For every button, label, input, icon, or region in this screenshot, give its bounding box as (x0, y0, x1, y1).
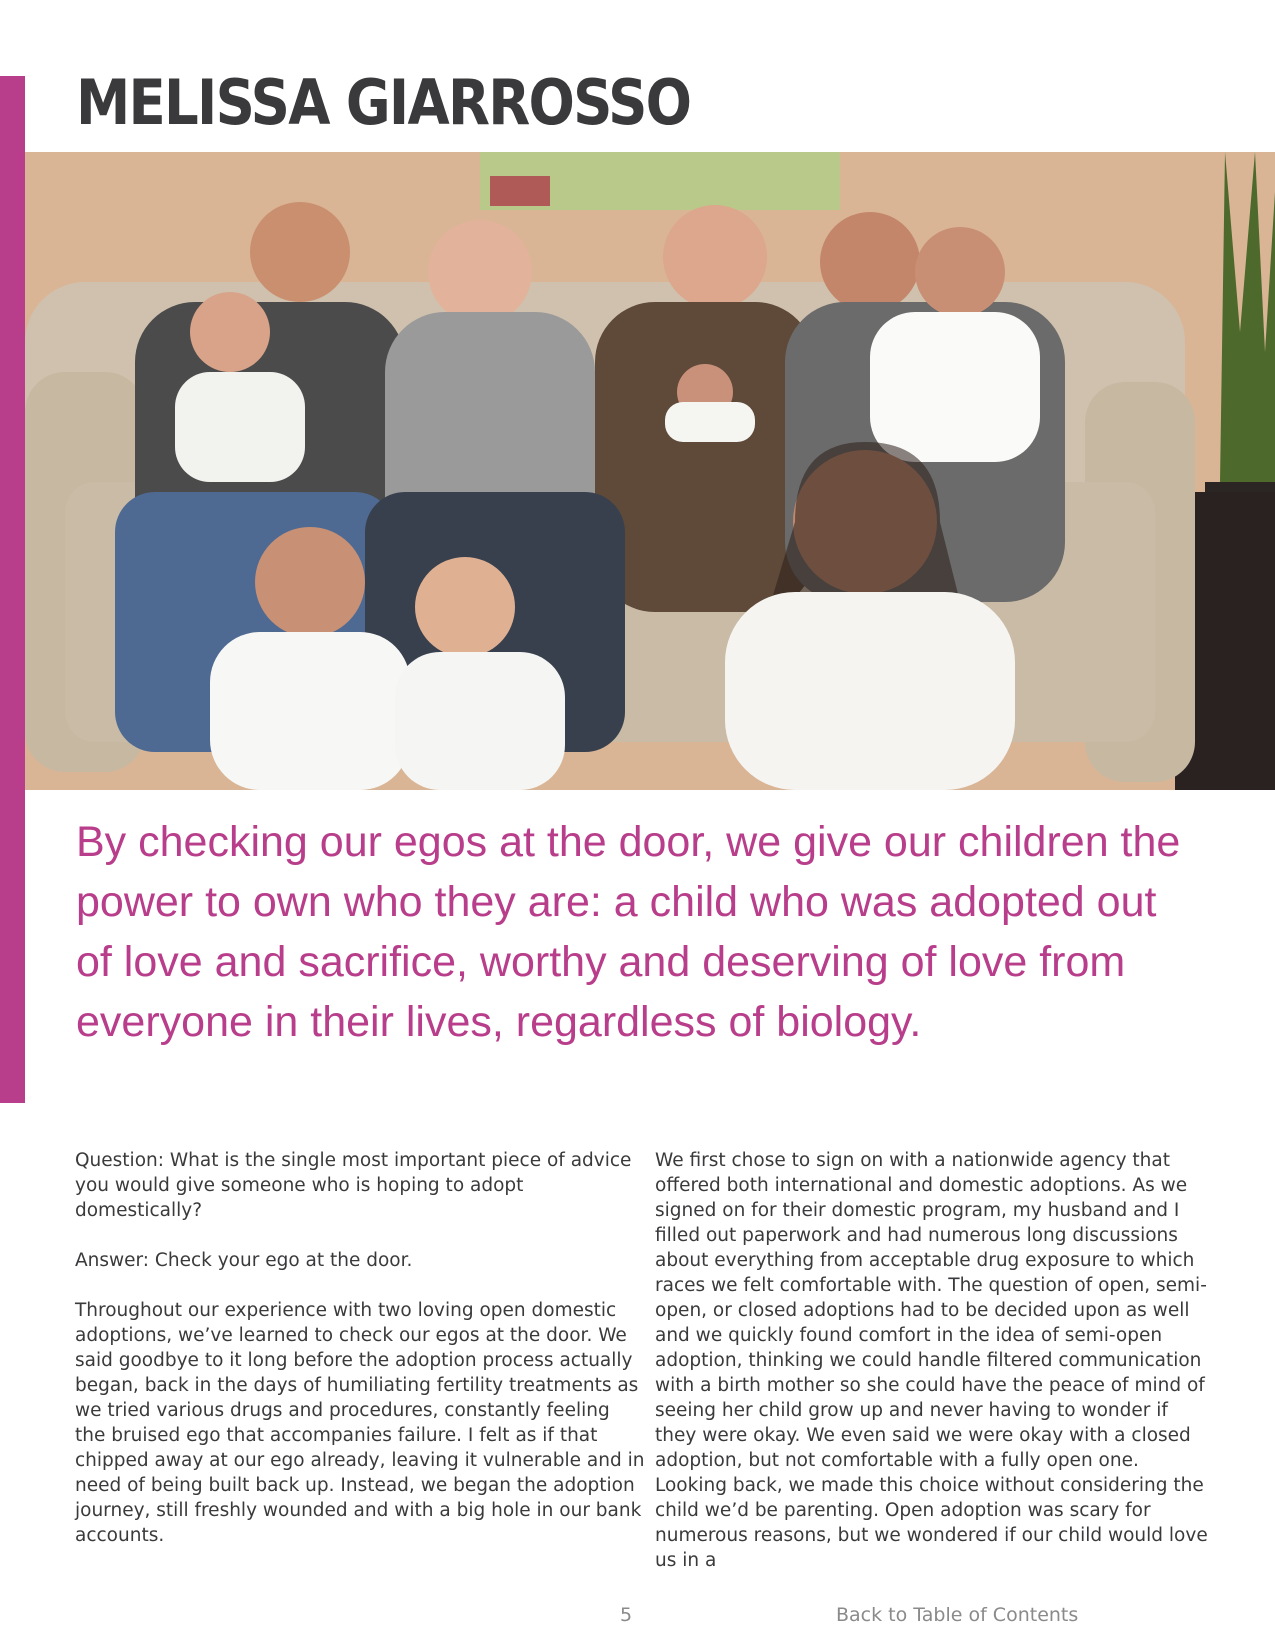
right-column (655, 1148, 1210, 1598)
left-body-paragraph: Throughout our experience with two loving open domestic adoptions, we’ve learned to check our egos at the door. We said goodbye to it long before the adoption process actually began, back in the days of humiliating fertility treatments as we tried various drugs and procedures, constantly feeling the bruised ego that accompanies failure. I felt as if that chipped away at our ego already, leaving it vulnerable and in need of being built back up. Instead, we began the adoption journey, still freshly wounded and with a big hole in our bank accounts. (75, 1300, 645, 1546)
right-body-paragraph: We first chose to sign on with a nationwide agency that offered both international and domestic adoptions. As we signed on for their domestic program, my husband and I filled out paperwork and had numerous long discussions about everything from acceptable drug exposure to which races we felt comfortable with. The question of open, semi-open, or closed adoptions had to be decided upon as well and we quickly found comfort in the idea of semi-open adoption, thinking we could handle filtered communication with a birth mother so she could have the peace of mind of seeing her child grow up and never having to wonder if they were okay. We even said we were okay with a closed adoption, but not comfortable with a fully open one. Looking back, we made this choice without considering the child we’d be parenting. Open adoption was scary for numerous reasons, but we wondered if our child would love us in a (655, 1150, 1208, 1571)
interview-answer: Answer: Check your ego at the door. (75, 1250, 413, 1271)
family-photo-icon (25, 152, 1275, 790)
back-to-toc-link[interactable]: Back to Table of Contents (836, 1604, 1079, 1626)
page-number: 5 (620, 1604, 633, 1626)
accent-bar (0, 76, 25, 1103)
interview-question: Question: What is the single most important piece of advice you would give someone who is hoping to adopt domestically? (75, 1150, 632, 1221)
left-column (75, 1148, 645, 1573)
page-title: MELISSA GIARROSSO (76, 66, 691, 139)
family-photo (25, 152, 1275, 790)
pull-quote: By checking our egos at the door, we give our children the power to own who they are: a child who was adopted out of love and sacrifice, worthy and deserving of love from everyone in their lives, regardless of biology. (76, 818, 1181, 1046)
